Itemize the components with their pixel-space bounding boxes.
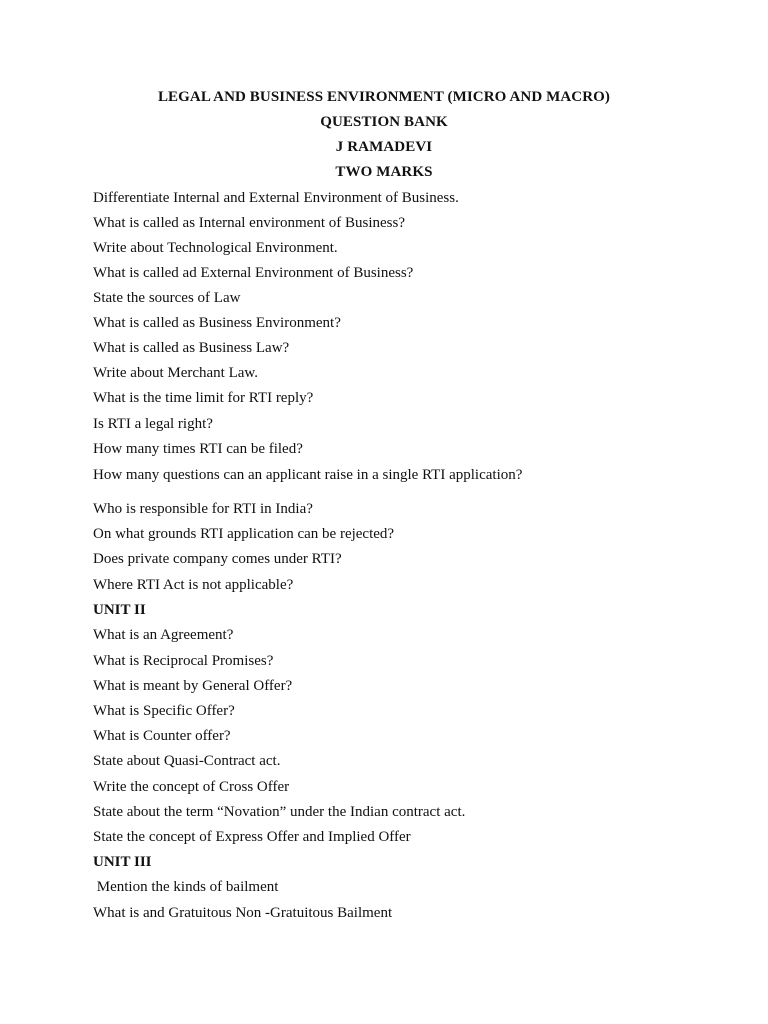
question-item: How many times RTI can be filed?	[93, 441, 303, 457]
question-item: State the sources of Law	[93, 290, 241, 306]
question-item: What is called ad External Environment of Business?	[93, 265, 414, 281]
question-item: State about the term “Novation” under the Indian contract act.	[93, 804, 466, 820]
question-item: What is meant by General Offer?	[93, 678, 293, 694]
question-item: How many questions can an applicant raise in a single RTI application?	[93, 467, 523, 483]
question-item: Does private company comes under RTI?	[93, 551, 342, 567]
document-subtitle: QUESTION BANK	[320, 114, 448, 130]
question-item: Write about Merchant Law.	[93, 365, 259, 381]
unit-heading: UNIT II	[93, 602, 146, 618]
question-item: State about Quasi-Contract act.	[93, 753, 281, 769]
question-item: What is called as Business Law?	[93, 340, 290, 356]
question-item: What is Reciprocal Promises?	[93, 653, 274, 669]
question-item: What is called as Business Environment?	[93, 315, 341, 331]
document-author: J RAMADEVI	[335, 139, 433, 155]
document-title: LEGAL AND BUSINESS ENVIRONMENT (MICRO AND MACRO)	[157, 89, 611, 105]
question-item: Is RTI a legal right?	[93, 416, 213, 432]
section-heading: TWO MARKS	[335, 164, 433, 180]
question-item: Write the concept of Cross Offer	[93, 779, 290, 795]
question-item: What is called as Internal environment of Business?	[93, 215, 405, 231]
question-item: State the concept of Express Offer and Implied Offer	[93, 829, 411, 845]
question-item: Who is responsible for RTI in India?	[93, 501, 313, 517]
question-item: What is an Agreement?	[93, 627, 234, 643]
question-item: Where RTI Act is not applicable?	[93, 577, 294, 593]
question-item: What is Specific Offer?	[93, 703, 235, 719]
question-item: Mention the kinds of bailment	[93, 879, 279, 895]
question-item: On what grounds RTI application can be rejected?	[93, 526, 395, 542]
question-item: What is the time limit for RTI reply?	[93, 390, 314, 406]
unit-heading: UNIT III	[93, 854, 152, 870]
question-item: Differentiate Internal and External Environment of Business.	[93, 190, 459, 206]
question-item: What is Counter offer?	[93, 728, 231, 744]
question-item: Write about Technological Environment.	[93, 240, 338, 256]
question-item: What is and Gratuitous Non -Gratuitous Bailment	[93, 905, 393, 921]
